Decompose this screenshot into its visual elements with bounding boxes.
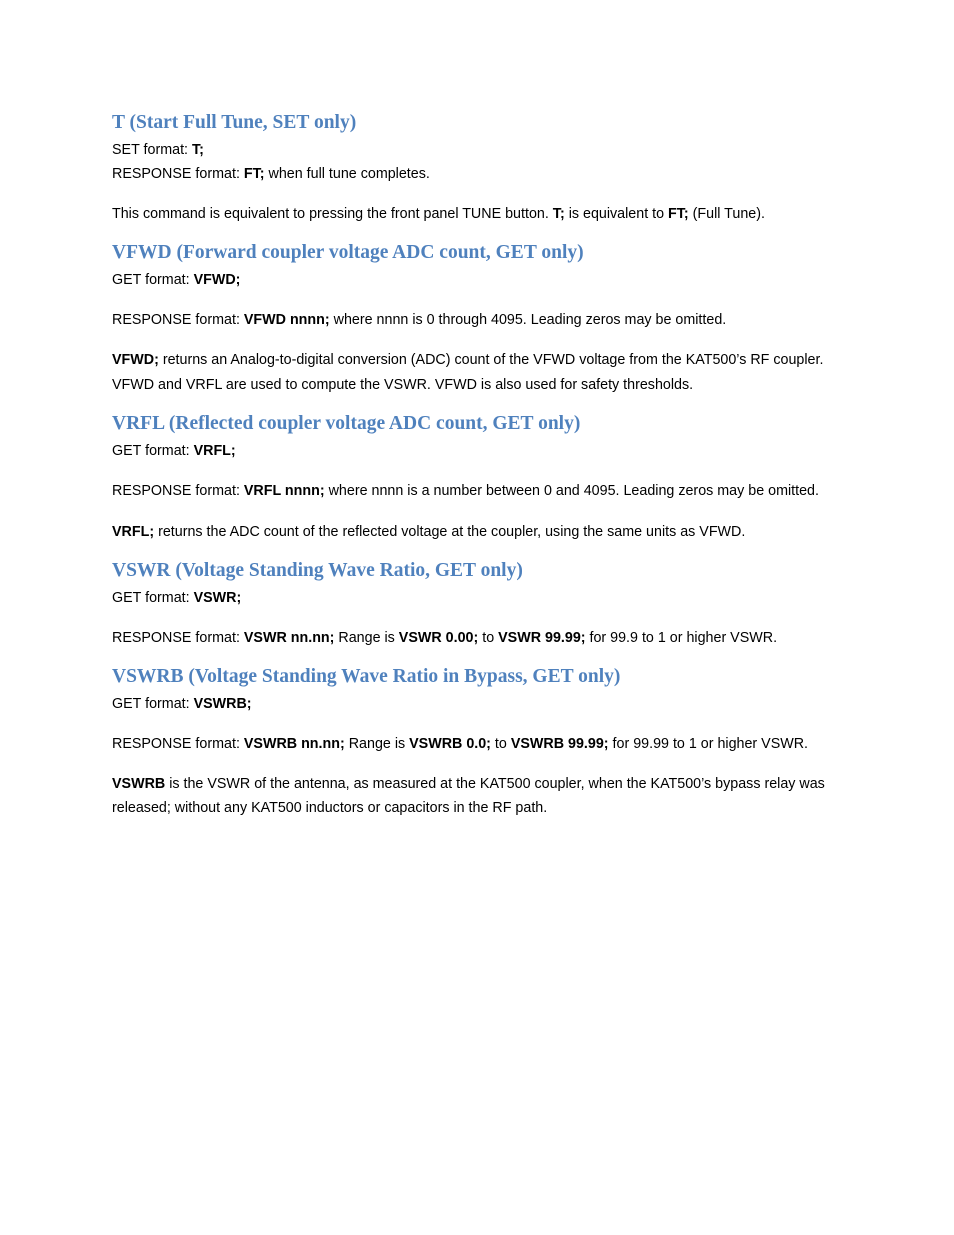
section-heading-vswrb: VSWRB (Voltage Standing Wave Ratio in Bypass, GET only) [112, 665, 621, 687]
section-vfwd [112, 238, 852, 397]
get-format-label: GET format: [112, 443, 194, 459]
get-format-line [112, 586, 852, 610]
response-format-line [112, 162, 852, 186]
response-format-tail: for 99.99 to 1 or higher VSWR. [608, 735, 809, 752]
response-format-line [112, 732, 852, 756]
description-paragraph [112, 202, 852, 226]
set-format-line [112, 138, 852, 162]
section-heading-vfwd: VFWD (Forward coupler voltage ADC count, GET only) [112, 242, 584, 263]
description-text: (Full Tune). [688, 206, 765, 222]
section-vswrb [112, 662, 852, 821]
response-range-min: VSWRB 0.0; [409, 735, 491, 752]
description-text: This command is equivalent to pressing the front panel TUNE button. [112, 206, 553, 222]
description-paragraph [112, 348, 852, 397]
response-range-max: VSWRB 99.99; [510, 735, 609, 752]
get-format-line [112, 692, 852, 716]
get-format-label: GET format: [112, 272, 194, 288]
description-text: returns an Analog-to-digital conversion (ADC) count of the VFWD voltage from the KAT500’s RF coupler. VFWD and VRFL are used to compute the VSWR. VFWD is also used for safety thresholds. [112, 352, 824, 393]
description-paragraph [112, 772, 852, 821]
section-t [112, 108, 852, 226]
description-text: is equivalent to [564, 206, 669, 222]
document-page [112, 108, 852, 821]
response-range-max: VSWR 99.99; [498, 629, 586, 646]
get-format-label: GET format: [112, 589, 194, 606]
set-format-label: SET format: [112, 142, 192, 158]
section-heading-vrfl: VRFL (Reflected coupler voltage ADC count, GET only) [112, 413, 581, 434]
response-format-value: FT; [243, 166, 265, 182]
response-format-tail: where nnnn is a number between 0 and 4095. Leading zeros may be omitted. [324, 483, 819, 499]
response-format-value: VRFL nnnn; [243, 483, 325, 499]
response-format-value: VFWD nnnn; [243, 312, 330, 328]
section-vswr [112, 556, 852, 650]
response-format-text: Range is [344, 735, 410, 752]
get-format-value: VSWRB; [193, 695, 252, 712]
description-text: is the VSWR of the antenna, as measured at the KAT500 coupler, when the KAT500’s bypass relay was released; without any KAT500 inductors or capacitors in the RF path. [112, 775, 825, 816]
response-format-text: Range is [334, 629, 399, 646]
response-format-tail: for 99.9 to 1 or higher VSWR. [585, 629, 778, 646]
set-format-value: T; [191, 142, 204, 158]
response-format-label: RESPONSE format: [112, 312, 244, 328]
response-format-value: VSWRB nn.nn; [243, 735, 345, 752]
get-format-value: VRFL; [193, 443, 236, 459]
response-format-tail: where nnnn is 0 through 4095. Leading zeros may be omitted. [329, 312, 727, 328]
response-format-label: RESPONSE format: [112, 735, 244, 752]
description-text: returns the ADC count of the reflected voltage at the coupler, using the same units as VFWD. [154, 523, 746, 540]
response-format-text: to [490, 735, 511, 752]
response-format-label: RESPONSE format: [112, 629, 244, 646]
response-format-label: RESPONSE format: [112, 166, 244, 182]
response-format-label: RESPONSE format: [112, 483, 244, 499]
section-vrfl [112, 409, 852, 544]
response-format-text: to [478, 629, 499, 646]
response-format-value: VSWR nn.nn; [243, 629, 335, 646]
response-format-line [112, 308, 852, 332]
get-format-line [112, 268, 852, 292]
response-format-line [112, 479, 852, 504]
section-heading-vswr: VSWR (Voltage Standing Wave Ratio, GET only) [112, 559, 523, 581]
description-bold: FT; [668, 206, 689, 222]
description-bold: T; [552, 206, 565, 222]
description-bold: VFWD; [112, 352, 159, 368]
get-format-value: VFWD; [193, 272, 241, 288]
description-bold: VSWRB [112, 775, 166, 792]
response-format-line [112, 626, 852, 650]
description-paragraph [112, 520, 852, 544]
get-format-label: GET format: [112, 695, 194, 712]
response-range-min: VSWR 0.00; [398, 629, 479, 646]
description-bold: VRFL; [112, 523, 155, 540]
response-format-tail: when full tune completes. [264, 166, 430, 182]
get-format-line [112, 439, 852, 463]
get-format-value: VSWR; [193, 589, 242, 606]
section-heading-t: T (Start Full Tune, SET only) [112, 112, 357, 133]
